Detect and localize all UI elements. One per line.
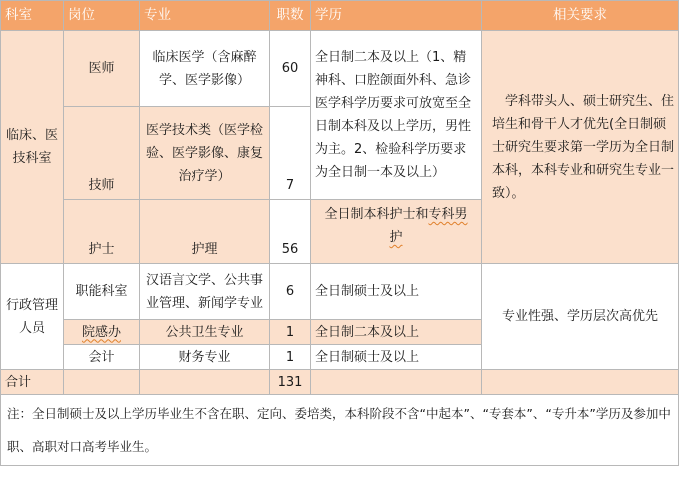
dept-admin: 行政管理人员 [1,264,64,370]
major-infection-control: 公共卫生专业 [140,320,270,345]
position-doctor: 医师 [64,31,140,107]
count-accountant: 1 [270,345,311,370]
education-functional: 全日制硕士及以上 [311,264,482,320]
count-nurse: 56 [270,200,311,264]
table-row [1,264,679,320]
education-nurse: 全日制本科护士和专科男 护 [311,200,482,264]
total-row [1,370,679,395]
note-row [1,395,679,466]
spell-underline-text: 护 [389,230,403,245]
count-infection-control: 1 [270,320,311,345]
position-accountant: 会计 [64,345,140,370]
header-requirements: 相关要求 [482,1,679,31]
requirements-clinical: 学科带头人、硕士研究生、住培生和骨干人才优先(全日制硕士研究生要求第一学历为全日制本科，本科专业和研究生专业一致）。 [482,31,679,264]
total-count: 131 [270,370,311,395]
table-row [1,31,679,107]
position-functional: 职能科室 [64,264,140,320]
header-education: 学历 [311,1,482,31]
count-technician: 7 [270,107,311,200]
education-accountant: 全日制硕士及以上 [311,345,482,370]
table-header-row [1,1,679,31]
total-label: 合计 [1,370,64,395]
header-department: 科室 [1,1,64,31]
major-nurse: 护理 [140,200,270,264]
total-empty-cell [140,370,270,395]
position-infection-control [64,320,140,345]
header-count: 职数 [270,1,311,31]
education-clinical-tech: 全日制二本及以上（1、精神科、口腔颌面外科、急诊医学科学历要求可放宽至全日制本科及以上学历，男性为主。2、检验科学历要求为全日制一本及以上） [311,31,482,200]
education-infection-control: 全日制二本及以上 [311,320,482,345]
spell-underline-text: 专科男 [428,207,468,222]
major-accountant: 财务专业 [140,345,270,370]
total-empty-cell [64,370,140,395]
total-empty-cell [311,370,482,395]
header-major: 专业 [140,1,270,31]
major-technician: 医学技术类（医学检验、医学影像、康复治疗学） [140,107,270,200]
major-doctor: 临床医学（含麻醉学、医学影像） [140,31,270,107]
position-nurse: 护士 [64,200,140,264]
count-functional: 6 [270,264,311,320]
spell-underline-text: 院感办 [81,324,121,340]
requirements-admin: 专业性强、学历层次高优先 [482,264,679,370]
major-functional: 汉语言文学、公共事业管理、新闻学专业 [140,264,270,320]
position-technician: 技师 [64,107,140,200]
dept-clinical: 临床、医技科室 [1,31,64,264]
footnote: 注：全日制硕士及以上学历毕业生不含在职、定向、委培类，本科阶段不含“中起本”、“专套本”、“专升本”学历及参加中职、高职对口高考毕业生。 [1,395,679,466]
header-position: 岗位 [64,1,140,31]
total-empty-cell [482,370,679,395]
count-doctor: 60 [270,31,311,107]
